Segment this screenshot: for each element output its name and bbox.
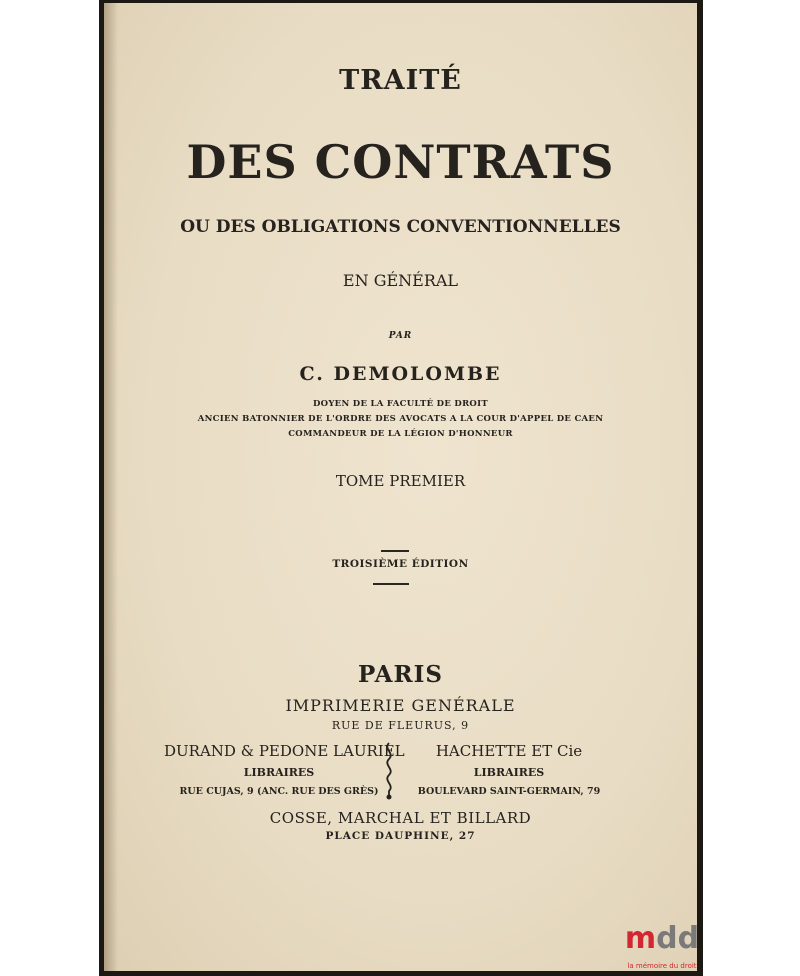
page-gutter-shadow <box>104 3 118 971</box>
imprint-printer-address: RUE DE FLEURUS, 9 <box>331 719 470 732</box>
right-publisher: HACHETTE ET Cie <box>435 742 583 760</box>
author-title-2: ANCIEN BATONNIER DE L'ORDRE DES AVOCATS A LA COUR D'APPEL DE CAEN <box>197 414 604 424</box>
left-publisher-role: LIBRAIRES <box>243 766 315 779</box>
left-publisher-address: RUE CUJAS, 9 (ANC. RUE DES GRÈS) <box>179 786 379 797</box>
third-publisher: COSSE, MARCHAL ET BILLARD <box>269 809 532 827</box>
third-publisher-address: PLACE DAUPHINE, 27 <box>325 830 476 842</box>
right-publisher-address: BOULEVARD SAINT-GERMAIN, 79 <box>417 786 601 797</box>
mdd-logo-tagline: la mémoire du droit <box>627 962 697 970</box>
author-name: C. DEMOLOMBE <box>299 363 502 385</box>
title-main: DES CONTRATS <box>186 135 615 189</box>
title-subtitle-2: EN GÉNÉRAL <box>342 271 459 290</box>
title-subtitle: OU DES OBLIGATIONS CONVENTIONNELLES <box>180 217 621 237</box>
author-title-1: DOYEN DE LA FACULTÉ DE DROIT <box>312 399 489 409</box>
mdd-logo-mark: mdd <box>624 921 700 956</box>
mdd-logo <box>624 921 700 976</box>
title-line-1: TRAITÉ <box>339 65 462 96</box>
author-by: PAR <box>388 331 413 341</box>
edition-label: TROISIÈME ÉDITION <box>332 558 469 570</box>
edition-rule-bottom <box>373 583 409 585</box>
left-publisher: DURAND & PEDONE LAURIEL <box>164 742 405 760</box>
imprint-city: PARIS <box>358 661 443 688</box>
title-page <box>104 3 697 971</box>
edition-rule-top <box>381 550 409 552</box>
imprint-printer: IMPRIMERIE GENÉRALE <box>285 696 516 715</box>
author-title-3: COMMANDEUR DE LA LÉGION D'HONNEUR <box>288 429 513 439</box>
volume-label: TOME PREMIER <box>335 472 466 490</box>
right-publisher-role: LIBRAIRES <box>473 766 545 779</box>
